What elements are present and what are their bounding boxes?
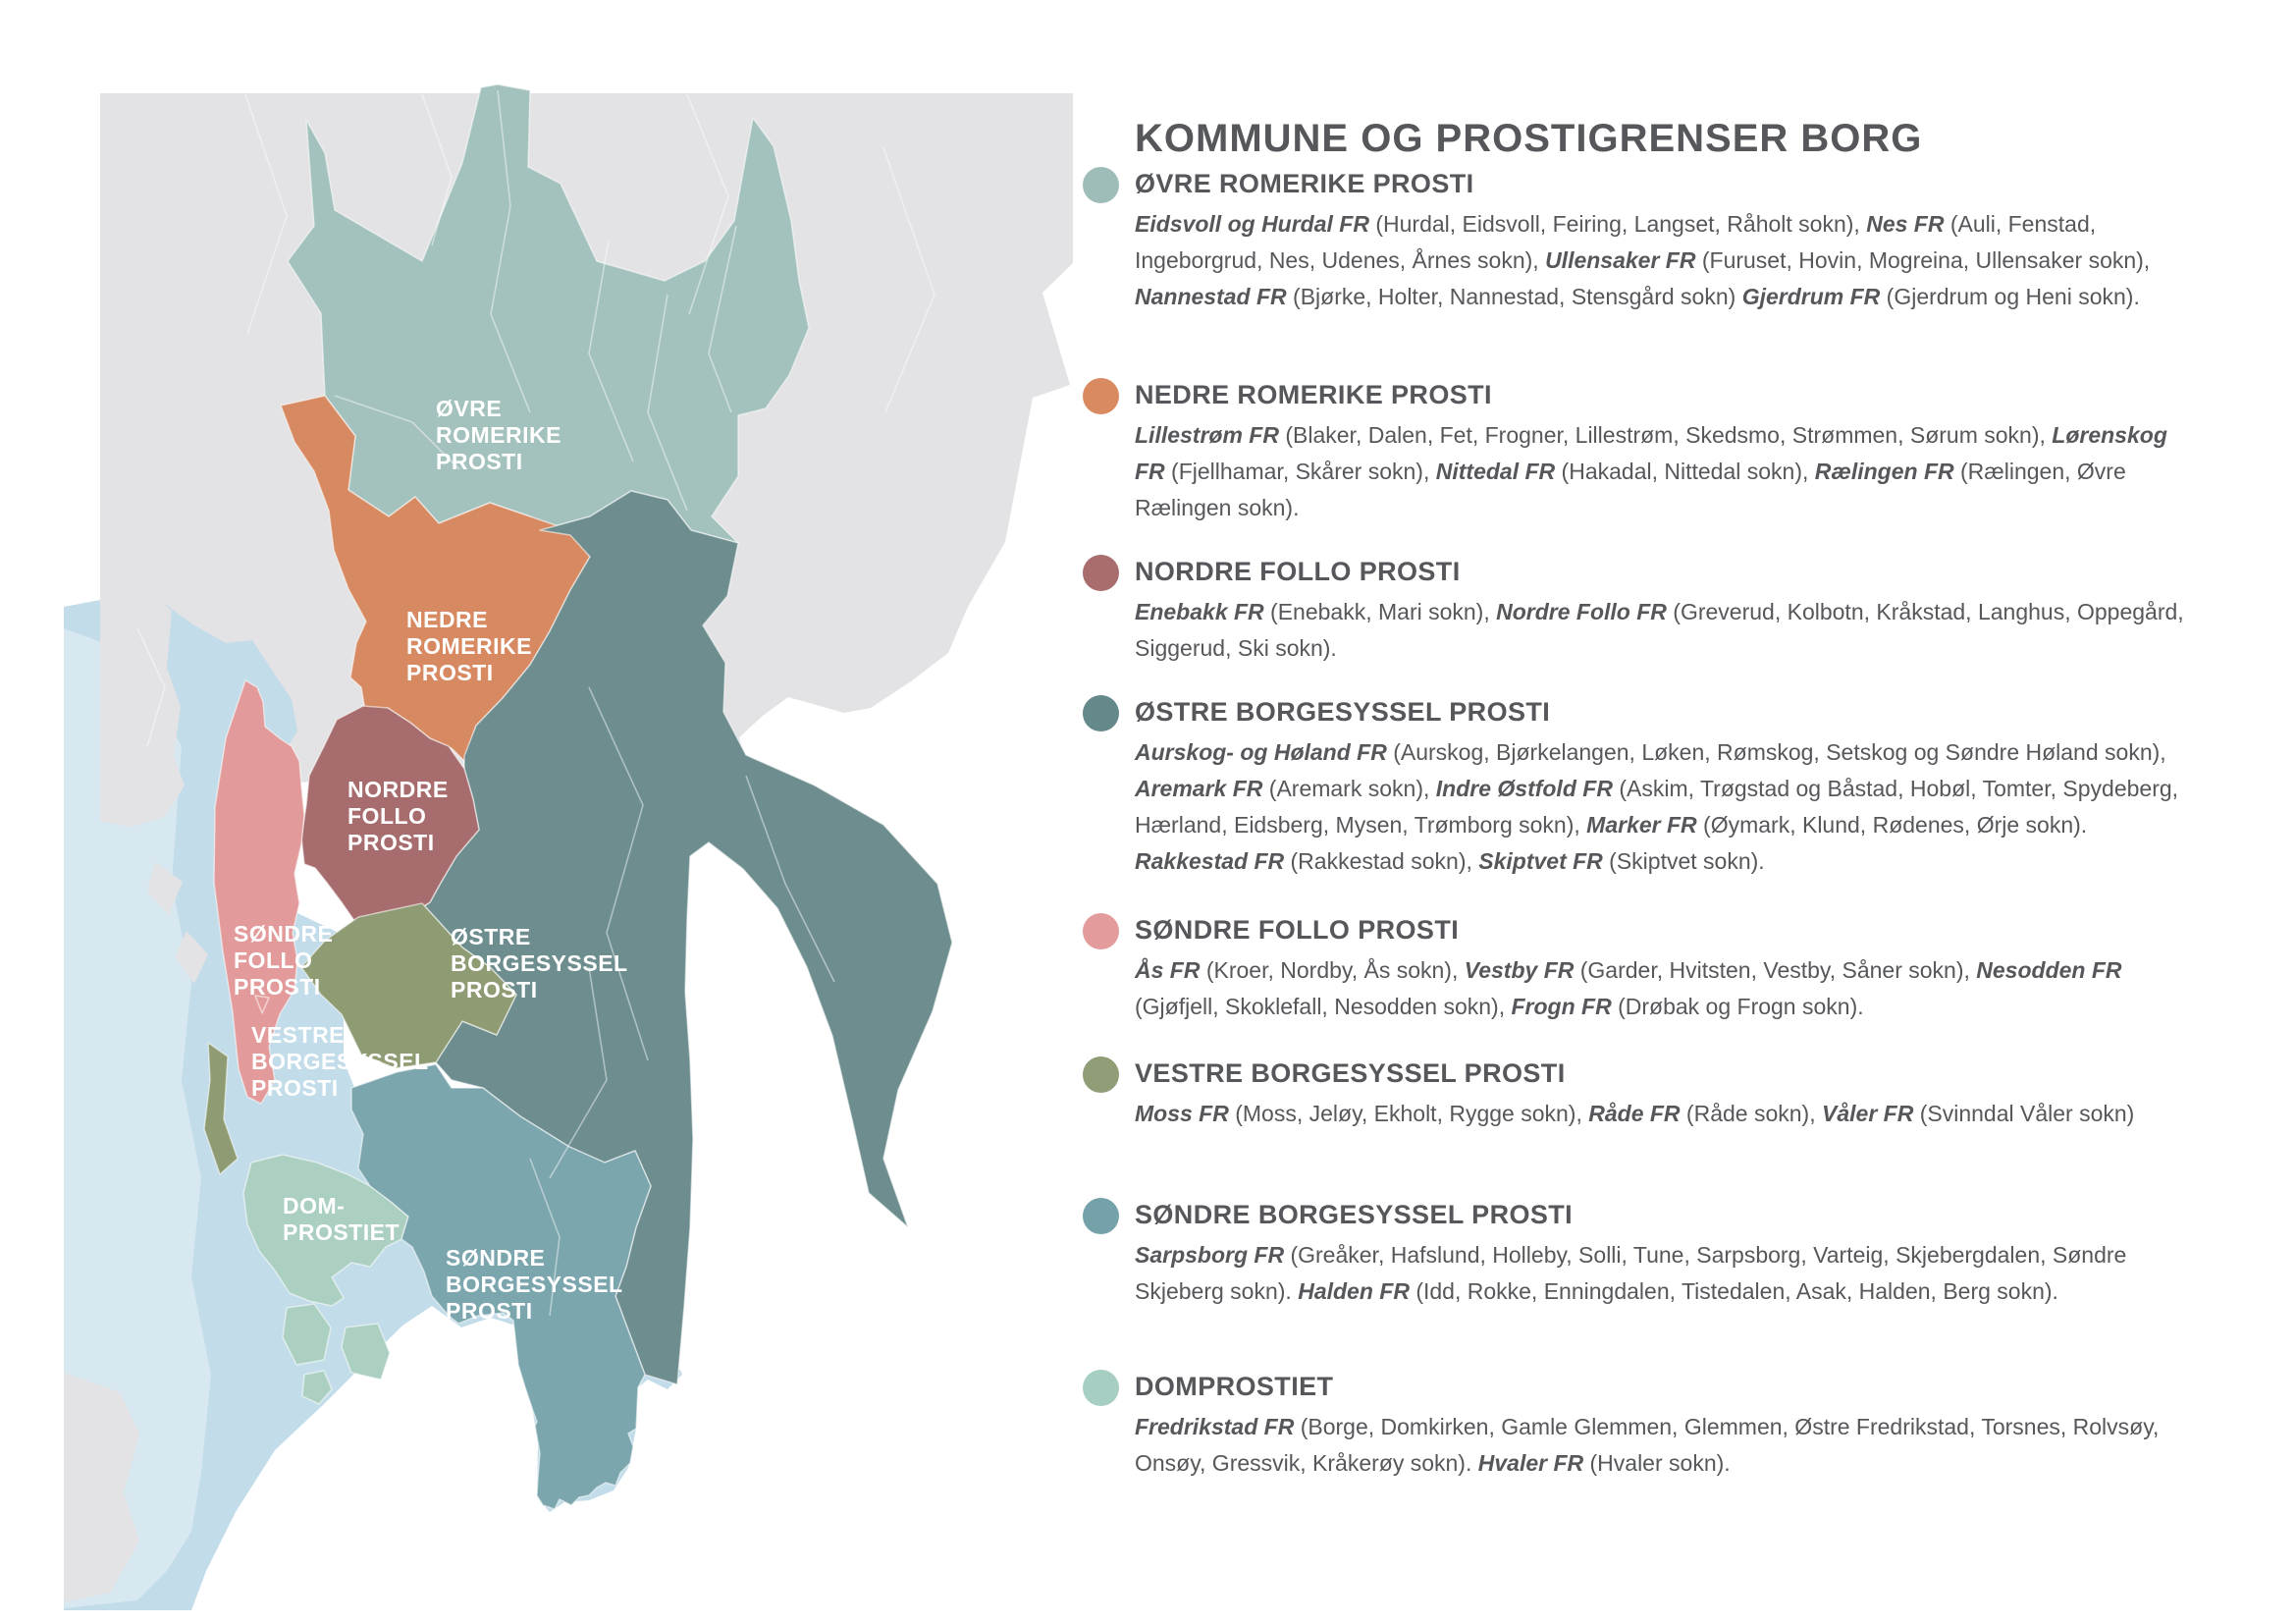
legend-entry-description: Enebakk FR (Enebakk, Mari sokn), Nordre Follo FR (Greverud, Kolbotn, Kråkstad, Langhus, Oppegård, Siggerud, Ski sokn). bbox=[1135, 599, 2184, 661]
map-region-label-nedre_romerike: NEDRE ROMERIKE PROSTI bbox=[406, 607, 532, 685]
legend-entry-title: DOMPROSTIET bbox=[1135, 1372, 1334, 1401]
legend-entry-description: Sarpsborg FR (Greåker, Hafslund, Holleby, Solli, Tune, Sarpsborg, Varteig, Skjebergdalen, Søndre Skjeberg sokn). Halden FR (Idd, Rokke, Enningdalen, Tistedalen, Asak, Halden, Berg sokn). bbox=[1135, 1242, 2127, 1304]
legend-color-dot bbox=[1083, 1056, 1119, 1093]
legend-entry-title: SØNDRE BORGESYSSEL PROSTI bbox=[1135, 1200, 1574, 1229]
legend-color-dot bbox=[1083, 1198, 1119, 1234]
legend-color-dot bbox=[1083, 913, 1119, 949]
legend-color-dot bbox=[1083, 1370, 1119, 1406]
map-region-label-nordre_follo: NORDRE FOLLO PROSTI bbox=[347, 777, 449, 855]
legend-color-dot bbox=[1083, 167, 1119, 203]
legend-entry-title: NORDRE FOLLO PROSTI bbox=[1135, 557, 1461, 586]
legend-entry-description: Aurskog- og Høland FR (Aurskog, Bjørkelangen, Løken, Rømskog, Setskog og Søndre Høland sokn), Aremark FR (Aremark sokn), Indre Østfold FR (Askim, Trøgstad og Båstad, Hobøl, Tomter, Spydeberg, Hærland, Eidsberg, Mysen, Trømborg sokn), Marker FR (Øymark, Klund, Rødenes, Ørje sokn). Rakkestad FR (Rakkestad sokn), Skiptvet FR (Skiptvet sokn). bbox=[1135, 739, 2179, 874]
legend-color-dot bbox=[1083, 695, 1119, 731]
legend-entry-description: Ås FR (Kroer, Nordby, Ås sokn), Vestby FR (Garder, Hvitsten, Vestby, Såner sokn), Nesodden FR (Gjøfjell, Skoklefall, Nesodden sokn), Frogn FR (Drøbak og Frogn sokn). bbox=[1135, 957, 2122, 1019]
legend-entry-sondre-borgesyssel bbox=[1083, 1200, 2207, 1310]
map-region-label-ovre_romerike: ØVRE ROMERIKE PROSTI bbox=[436, 396, 561, 474]
legend-entry-ovre-romerike bbox=[1083, 169, 2207, 315]
legend-color-dot bbox=[1083, 555, 1119, 591]
legend-entry-title: ØSTRE BORGESYSSEL PROSTI bbox=[1135, 697, 1551, 727]
legend-entry-ostre-borgesyssel bbox=[1083, 697, 2207, 880]
map-region-label-sondre_follo: SØNDRE FOLLO PROSTI bbox=[234, 921, 334, 1000]
legend-entry-title: NEDRE ROMERIKE PROSTI bbox=[1135, 380, 1492, 409]
legend-entry-title: VESTRE BORGESYSSEL PROSTI bbox=[1135, 1058, 1566, 1088]
legend-entry-nedre-romerike bbox=[1083, 380, 2207, 526]
map-region-label-vestre_borgesyssel: VESTRE BORGESYSSEL PROSTI bbox=[251, 1022, 429, 1101]
legend-entry-sondre-follo bbox=[1083, 915, 2207, 1025]
legend-color-dot bbox=[1083, 378, 1119, 414]
legend-entry-title: SØNDRE FOLLO PROSTI bbox=[1135, 915, 1460, 945]
legend-entry-description: Fredrikstad FR (Borge, Domkirken, Gamle Glemmen, Glemmen, Østre Fredrikstad, Torsnes, Rolvsøy, Onsøy, Gressvik, Kråkerøy sokn). Hvaler FR (Hvaler sokn). bbox=[1135, 1414, 2160, 1476]
page-title: KOMMUNE OG PROSTIGRENSER BORG bbox=[1135, 116, 1923, 160]
legend-entry-description: Moss FR (Moss, Jeløy, Ekholt, Rygge sokn), Råde FR (Råde sokn), Våler FR (Svinndal Våler sokn) bbox=[1135, 1101, 2135, 1126]
legend-entry-nordre-follo bbox=[1083, 557, 2207, 667]
legend-entry-vestre-borgesyssel bbox=[1083, 1058, 2207, 1132]
legend-entry-description: Lillestrøm FR (Blaker, Dalen, Fet, Frogner, Lillestrøm, Skedsmo, Strømmen, Sørum sokn), Lørenskog FR (Fjellhamar, Skårer sokn), Nittedal FR (Hakadal, Nittedal sokn), Rælingen FR (Rælingen, Øvre Rælingen sokn). bbox=[1135, 422, 2167, 520]
map-region-label-domprostiet: DOM-PROSTIET bbox=[283, 1193, 400, 1245]
legend-entry-title: ØVRE ROMERIKE PROSTI bbox=[1135, 169, 1474, 198]
legend-entry-domprostiet bbox=[1083, 1372, 2207, 1482]
map-region-label-ostre_borgesyssel: ØSTRE BORGESYSSEL PROSTI bbox=[451, 924, 628, 1002]
legend-entry-description: Eidsvoll og Hurdal FR (Hurdal, Eidsvoll, Feiring, Langset, Råholt sokn), Nes FR (Auli, Fenstad, Ingeborgrud, Nes, Udenes, Årnes sokn), Ullensaker FR (Furuset, Hovin, Mogreina, Ullensaker sokn), Nannestad FR (Bjørke, Holter, Nannestad, Stensgård sokn) Gjerdrum FR (Gjerdrum og Heni sokn). bbox=[1135, 211, 2151, 309]
map-region-label-sondre_borgesyssel: SØNDRE BORGESYSSEL PROSTI bbox=[446, 1245, 623, 1324]
